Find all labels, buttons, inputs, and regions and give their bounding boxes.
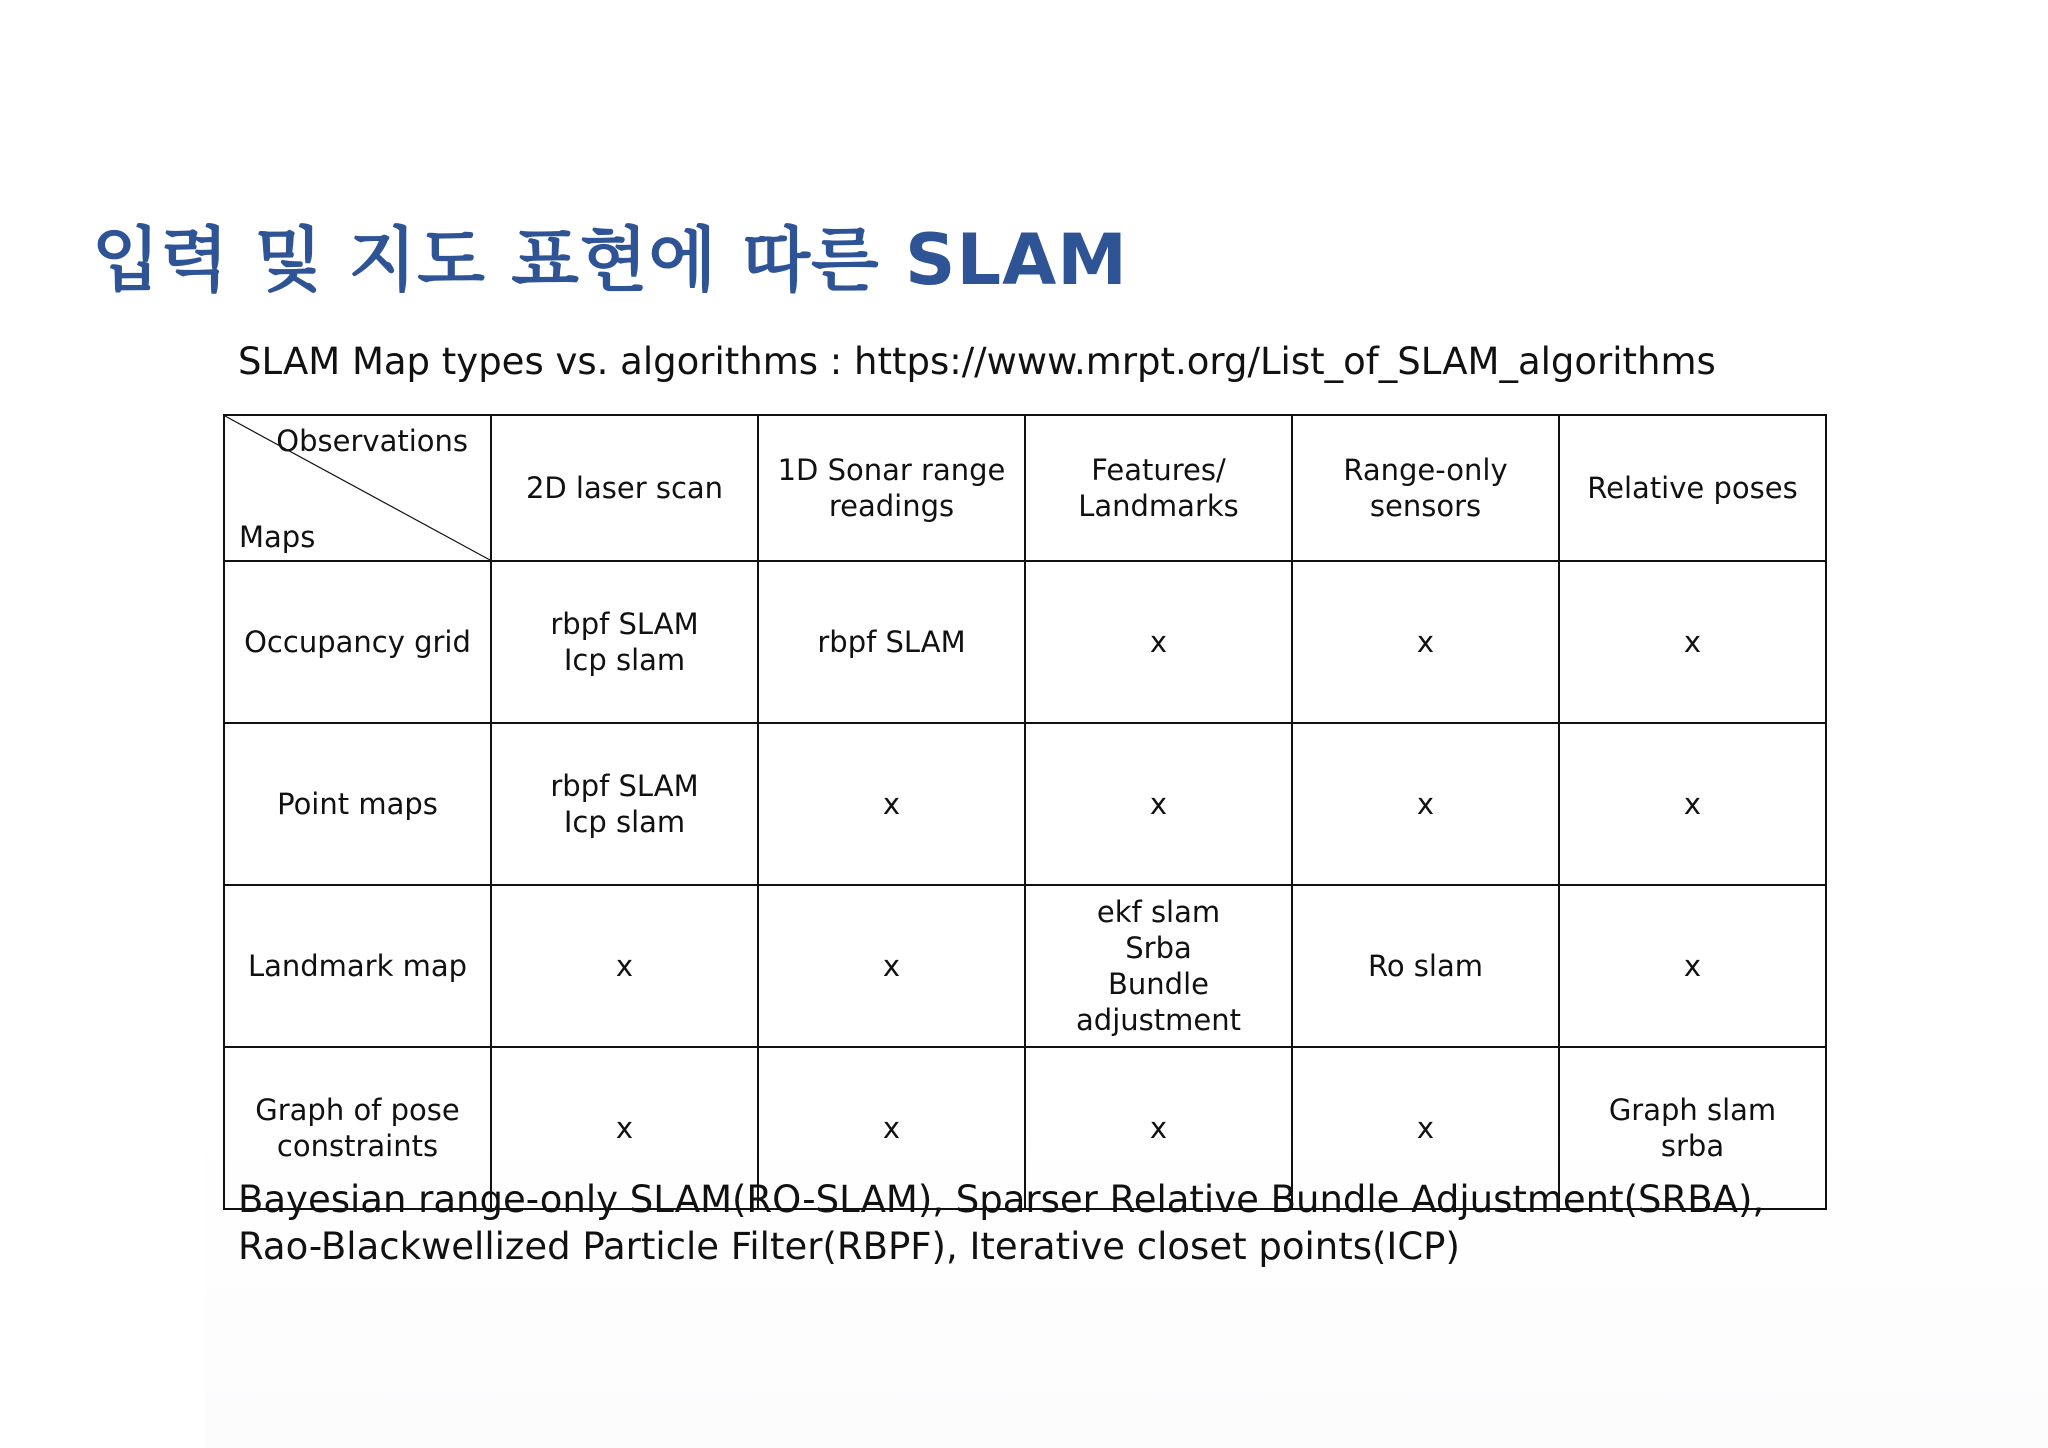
footnote-line: Rao-Blackwellized Particle Filter(RBPF), Iterative closet points(ICP) — [238, 1225, 1460, 1268]
table-cell: x — [1292, 561, 1559, 723]
table-cell: Ro slam — [1292, 885, 1559, 1047]
table-cell: x — [1025, 1047, 1292, 1209]
column-header: Relative poses — [1559, 415, 1826, 561]
table-cell: x — [1292, 1047, 1559, 1209]
table-header-row — [224, 415, 1826, 561]
corner-observations-label: Observations — [276, 424, 468, 458]
corner-header-cell — [224, 415, 491, 561]
table-cell: x — [1025, 561, 1292, 723]
column-header: 2D laser scan — [491, 415, 758, 561]
column-header: 1D Sonar range readings — [758, 415, 1025, 561]
column-header: Features/ Landmarks — [1025, 415, 1292, 561]
corner-maps-label: Maps — [239, 520, 316, 554]
footnote — [238, 1176, 1998, 1270]
table-cell: x — [758, 885, 1025, 1047]
table-cell: x — [1559, 723, 1826, 885]
column-header: Range-only sensors — [1292, 415, 1559, 561]
table-cell: x — [1292, 723, 1559, 885]
table-cell: x — [1559, 885, 1826, 1047]
footnote-line: Bayesian range-only SLAM(RO-SLAM), Sparser Relative Bundle Adjustment(SRBA), — [238, 1178, 1765, 1221]
table-cell: Graph slam srba — [1559, 1047, 1826, 1209]
table-row — [224, 723, 1826, 885]
table-row — [224, 561, 1826, 723]
table-cell: x — [1025, 723, 1292, 885]
row-header: Point maps — [224, 723, 491, 885]
slide-title: 입력 및 지도 표현에 따른 SLAM — [92, 219, 1128, 301]
slide-subtitle: SLAM Map types vs. algorithms : https://www.mrpt.org/List_of_SLAM_algorithms — [238, 340, 1716, 383]
row-header: Occupancy grid — [224, 561, 491, 723]
row-header: Landmark map — [224, 885, 491, 1047]
table-cell: x — [758, 1047, 1025, 1209]
table-cell: rbpf SLAM Icp slam — [491, 723, 758, 885]
table-cell: rbpf SLAM — [758, 561, 1025, 723]
table-cell: rbpf SLAM Icp slam — [491, 561, 758, 723]
table-cell: x — [491, 885, 758, 1047]
table-cell: x — [758, 723, 1025, 885]
table-cell: x — [1559, 561, 1826, 723]
slam-table — [223, 414, 1827, 1210]
table-cell: x — [491, 1047, 758, 1209]
table-row — [224, 885, 1826, 1047]
row-header: Graph of pose constraints — [224, 1047, 491, 1209]
table-cell: ekf slam Srba Bundle adjustment — [1025, 885, 1292, 1047]
